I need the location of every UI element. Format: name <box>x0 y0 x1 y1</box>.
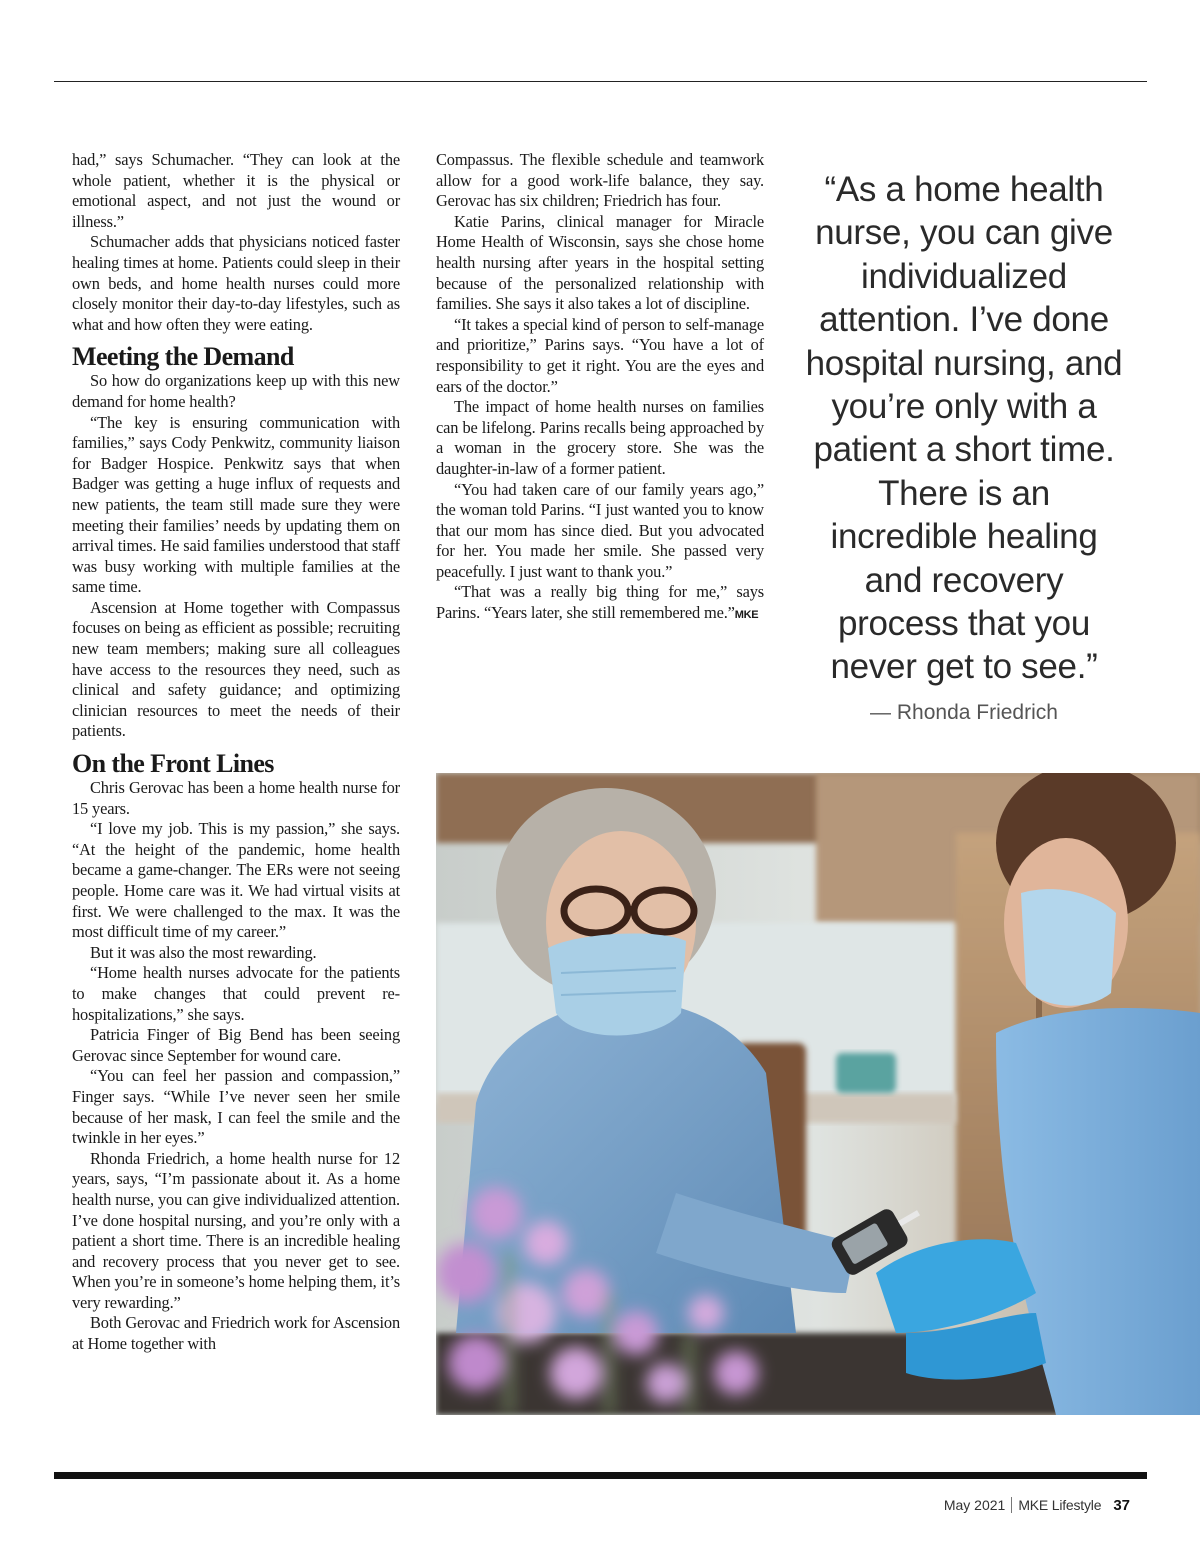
section-heading-on-the-front-lines: On the Front Lines <box>72 749 274 779</box>
article-column-1 <box>72 150 400 1355</box>
pull-quote-attribution: — Rhonda Friedrich <box>870 700 1058 724</box>
paragraph: “You can feel her passion and compassion,” Finger says. “While I’ve never seen her smile because of her mask, I can feel the smile and the twinkle in her eyes.” <box>72 1066 400 1148</box>
paragraph: But it was also the most rewarding. <box>90 942 317 962</box>
paragraph: “You had taken care of our family years ago,” the woman told Parins. “I just wanted you to know that our mom has since died. But you advocated for her. You made her smile. She passed very peacefully. I just want to thank you.” <box>436 479 764 581</box>
paragraph: Compassus. The flexible schedule and teamwork allow for a good work-life balance, they say. Gerovac has six children; Friedrich has four. <box>436 150 764 211</box>
paragraph-text: “That was a really big thing for me,” says Parins. “Years later, she still remembered me.” <box>436 582 764 623</box>
paragraph: The impact of home health nurses on families can be lifelong. Parins recalls being approached by a woman in the grocery store. She was the daughter-in-law of a former patient. <box>436 397 764 478</box>
pull-quote-text: “As a home health nurse, you can give individualized attention. I’ve done hospital nursing, and you’re only with a patient a short time. There is an incredible healing and recovery process that you never get to see.” <box>805 170 1123 687</box>
paragraph: “The key is ensuring communication with families,” says Cody Penkwitz, community liaison for Badger Hospice. Penkwitz says that when Badger was getting a huge influx of requests and new patients, the team still made sure they were meeting their families’ needs by updating them on arrival times. He said families understood that staff was busy working with multiple families at the same time. <box>72 412 400 597</box>
top-rule <box>54 81 1147 82</box>
bottom-rule <box>54 1472 1147 1479</box>
patient-mask-icon <box>548 934 686 1036</box>
paragraph: Patricia Finger of Big Bend has been seeing Gerovac since September for wound care. <box>72 1025 400 1065</box>
paragraph: Ascension at Home together with Compassus focuses on being as efficient as possible; recruiting new team members; making sure all colleagues have access to the resources they need, such as clinical and safety guidance; and optimizing clinician resources to meet the needs of their patients. <box>72 597 400 741</box>
paragraph: Schumacher adds that physicians noticed faster healing times at home. Patients could sleep in their own beds, and home health nurses could more closely monitor their day-to-day lifestyles, such as what and how often they were eating. <box>72 232 400 334</box>
paragraph: Rhonda Friedrich, a home health nurse for 12 years, says, “I’m passionate about it. As a home health nurse, you can give individualized attention. I’ve done hospital nursing, and you’re only with a patient a short time. There is an incredible healing and recovery process that you never get to see. When you’re in someone’s home helping them, it’s very rewarding.” <box>72 1148 400 1312</box>
section-heading-meeting-the-demand: Meeting the Demand <box>72 342 294 372</box>
magazine-name: MKE Lifestyle <box>1018 1497 1102 1513</box>
paragraph <box>436 582 764 625</box>
paragraph: “It takes a special kind of person to self-manage and prioritize,” Parins says. “You have a lot of responsibility to get it right. You are the eyes and ears of the doctor.” <box>436 314 764 396</box>
paragraph: Katie Parins, clinical manager for Miracle Home Health of Wisconsin, says she chose home health nursing after years in the hospital setting because of the personalized relationship with families. She says it also takes a lot of discipline. <box>436 211 764 314</box>
paragraph: had,” says Schumacher. “They can look at the whole patient, whether it is the physical or emotional aspect, and not just the wound or illness.” <box>72 150 400 231</box>
end-mark: MKE <box>734 609 759 622</box>
page-footer <box>944 1497 1130 1514</box>
paragraph: Both Gerovac and Friedrich work for Ascension at Home together with <box>72 1313 400 1354</box>
issue-date: May 2021 <box>943 1497 1006 1513</box>
paragraph: “Home health nurses advocate for the patients to make changes that could prevent re-hospitalizations,” she says. <box>72 963 400 1024</box>
paragraph: So how do organizations keep up with this new demand for home health? <box>72 371 400 411</box>
photo-illustration <box>436 773 1200 1415</box>
paragraph: Chris Gerovac has been a home health nurse for 15 years. <box>72 778 400 818</box>
page-number: 37 <box>1113 1497 1130 1514</box>
paragraph: “I love my job. This is my passion,” she says. “At the height of the pandemic, home health became a game-changer. The ERs were not seeing people. Home care was it. We had virtual visits at first. We were challenged to the max. It was the most difficult time of my career.” <box>72 819 400 942</box>
article-column-2 <box>436 150 764 626</box>
nurse-mask-icon <box>1021 889 1116 1006</box>
pull-quote <box>800 168 1128 725</box>
nurse-patient-photo <box>436 773 1200 1415</box>
footer-separator <box>1011 1497 1012 1513</box>
